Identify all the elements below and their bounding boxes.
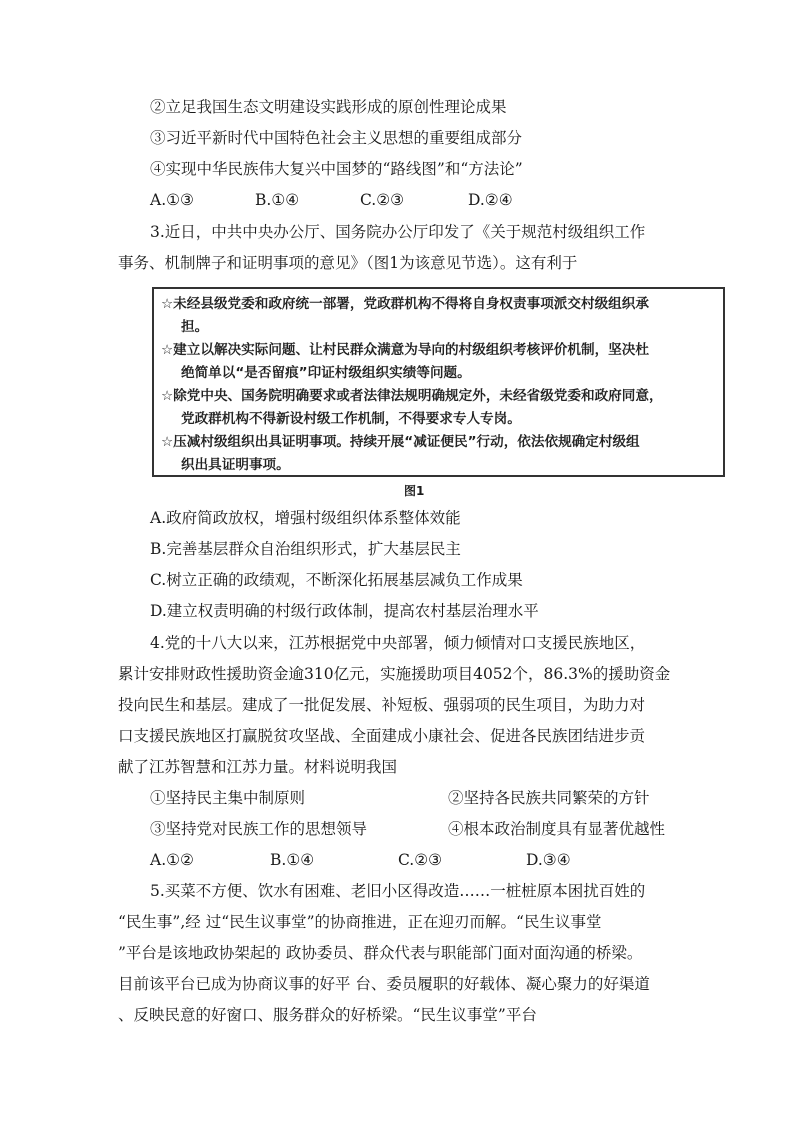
q4-stem-line-5: 献了江苏智慧和江苏力量。材料说明我国: [118, 758, 398, 776]
figure-1-caption: 图1: [404, 484, 425, 498]
figure-line: ☆未经县级党委和政府统一部署，党政群机构不得将自身权责事项派交村级组织承: [161, 296, 649, 312]
q5-stem-line-4: 目前该平台已成为协商议事的好平 台、委员履职的好载体、凝心聚力的好渠道: [118, 975, 650, 993]
q4-stem-line-1: 4.党的十八大以来，江苏根据党中央部署，倾力倾情对口支援民族地区，: [150, 634, 646, 652]
q2-option-a[interactable]: A.①③: [150, 191, 194, 209]
q4-statement-1: ①坚持民主集中制原则: [150, 789, 306, 807]
q4-option-a[interactable]: A.①②: [150, 851, 194, 869]
q2-option-c[interactable]: C.②③: [360, 191, 405, 209]
q2-statement-2: ②立足我国生态文明建设实践形成的原创性理论成果: [150, 98, 507, 116]
q5-stem-line-5: 、反映民意的好窗口、服务群众的好桥梁。“民生议事堂”平台: [118, 1006, 537, 1024]
q4-option-c[interactable]: C.②③: [398, 851, 443, 869]
q5-stem-line-2: “民生事”,经 过“民生议事堂”的协商推进，正在迎刃而解。“民生议事堂: [118, 913, 602, 931]
figure-1-box: [152, 287, 725, 477]
q5-stem-line-1: 5.买菜不方便、饮水有困难、老旧小区得改造……一桩桩原本困扰百姓的: [150, 882, 646, 900]
q3-stem-line-1: 3.近日，中共中央办公厅、国务院办公厅印发了《关于规范村级组织工作: [150, 223, 646, 241]
q4-statement-4: ④根本政治制度具有显著优越性: [448, 820, 666, 838]
q2-statement-4: ④实现中华民族伟大复兴中国梦的“路线图”和“方法论”: [150, 160, 523, 178]
q4-stem-line-2: 累计安排财政性援助资金逾310亿元，实施援助项目4052个，86.3%的援助资金: [118, 665, 671, 683]
q2-option-d[interactable]: D.②④: [468, 191, 513, 209]
q4-statement-3: ③坚持党对民族工作的思想领导: [150, 820, 368, 838]
q4-stem-line-4: 口支援民族地区打赢脱贫攻坚战、全面建成小康社会、促进各民族团结进步贡: [118, 727, 646, 745]
figure-line: 担。: [181, 319, 209, 335]
q3-option-d[interactable]: D.建立权责明确的村级行政体制，提高农村基层治理水平: [150, 602, 539, 620]
q3-option-a[interactable]: A.政府简政放权，增强村级组织体系整体效能: [150, 509, 461, 527]
q4-option-d[interactable]: D.③④: [526, 851, 571, 869]
q5-stem-line-3: ”平台是该地政协架起的 政协委员、群众代表与职能部门面对面沟通的桥梁。: [118, 944, 643, 962]
q2-statement-3: ③习近平新时代中国特色社会主义思想的重要组成部分: [150, 129, 523, 147]
figure-line: 织出具证明事项。: [181, 457, 290, 473]
figure-line: ☆除党中央、国务院明确要求或者法律法规明确规定外，未经省级党委和政府同意，: [161, 388, 663, 404]
figure-line: ☆建立以解决实际问题、让村民群众满意为导向的村级组织考核评价机制，坚决杜: [161, 342, 649, 358]
q3-stem-line-2: 事务、机制牌子和证明事项的意见》（图1为该意见节选）。这有利于: [118, 254, 578, 272]
figure-line: 绝简单以“是否留痕”印证村级组织实绩等问题。: [181, 365, 471, 381]
q4-option-b[interactable]: B.①④: [270, 851, 315, 869]
q2-option-b[interactable]: B.①④: [255, 191, 300, 209]
q3-option-c[interactable]: C.树立正确的政绩观，不断深化拓展基层减负工作成果: [150, 571, 523, 589]
q4-statement-2: ②坚持各民族共同繁荣的方针: [448, 789, 650, 807]
figure-line: ☆压减村级组织出具证明事项。持续开展“减证便民”行动，依法依规确定村级组: [161, 434, 640, 450]
q4-stem-line-3: 投向民生和基层。建成了一批促发展、补短板、强弱项的民生项目，为助力对: [118, 696, 646, 714]
figure-line: 党政群机构不得新设村级工作机制，不得要求专人专岗。: [181, 411, 521, 427]
q3-option-b[interactable]: B.完善基层群众自治组织形式，扩大基层民主: [150, 540, 461, 558]
